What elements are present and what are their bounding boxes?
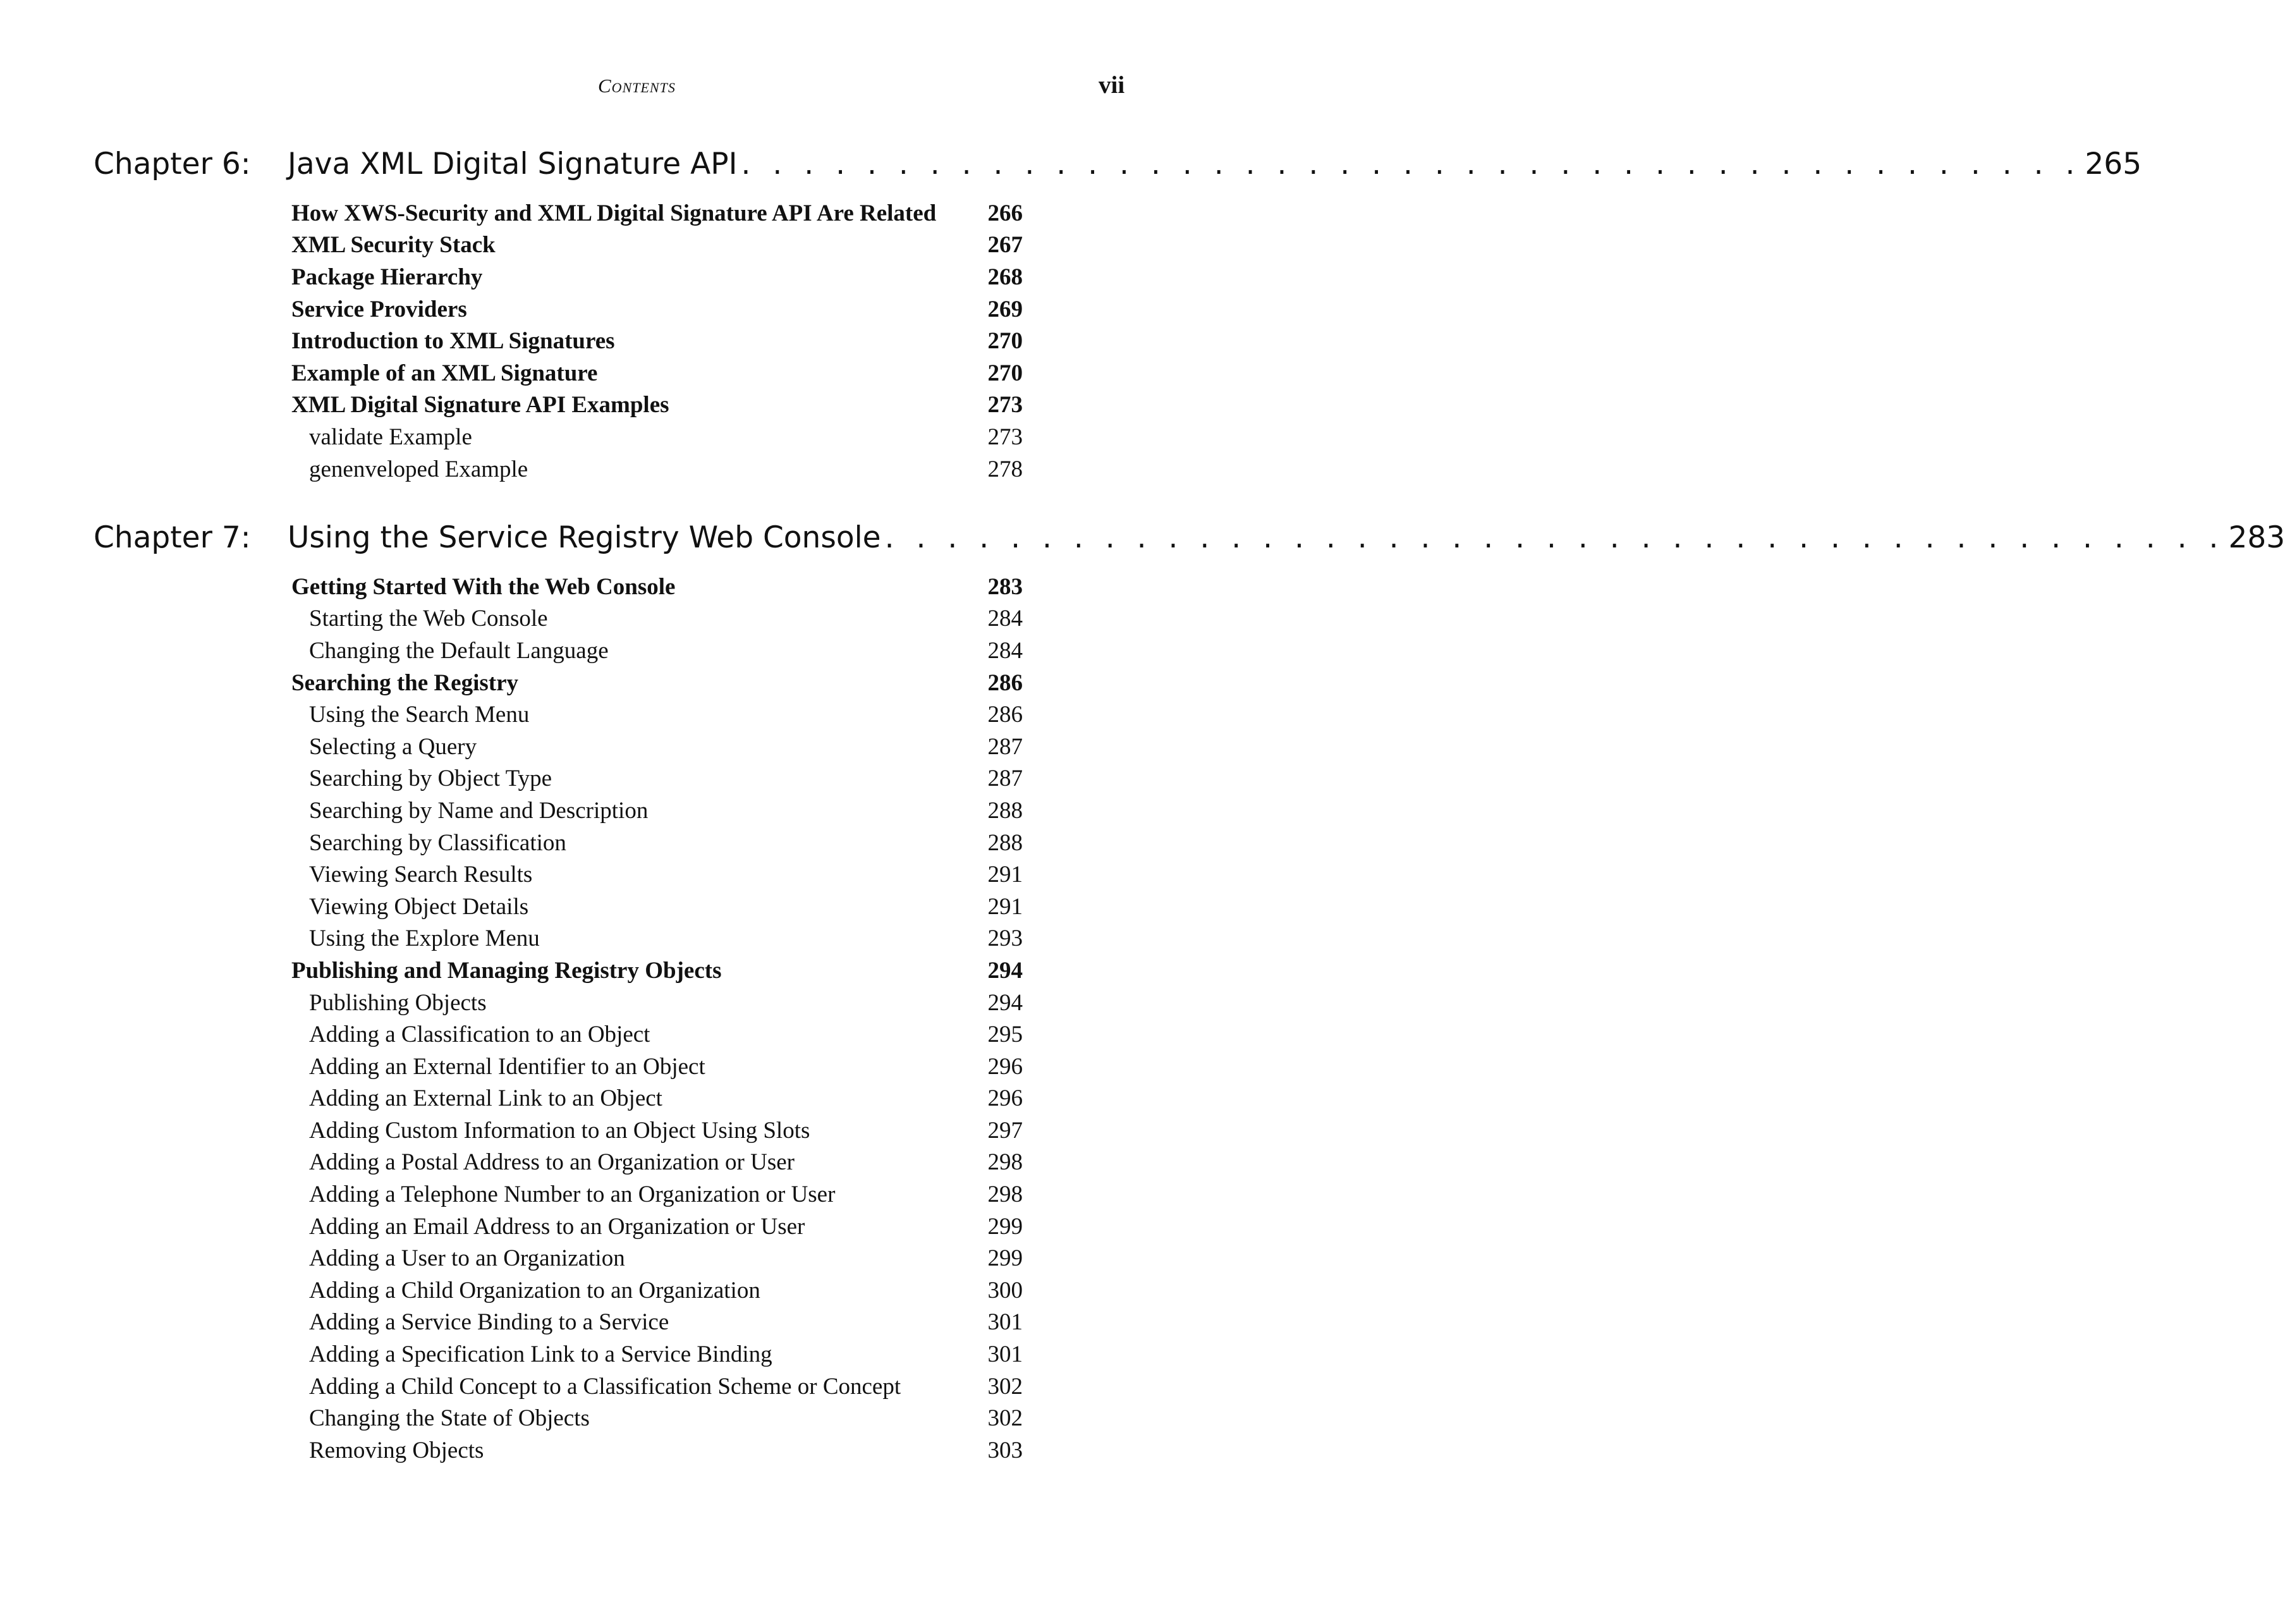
entry-page-number: 293	[987, 925, 1023, 952]
entry-page-number: 268	[987, 264, 1023, 290]
toc-subsection-entry[interactable]	[291, 1242, 1023, 1274]
toc-section-entry[interactable]	[291, 261, 1023, 293]
entry-page-number: 287	[987, 766, 1023, 792]
toc-subsection-entry[interactable]	[291, 795, 1023, 827]
entry-page-number: 294	[987, 989, 1023, 1016]
entry-page-number: 288	[987, 829, 1023, 856]
entry-title: How XWS-Security and XML Digital Signature API Are Related	[291, 200, 937, 226]
entry-title: Publishing Objects	[309, 989, 487, 1016]
entry-title: Adding a Specification Link to a Service Binding	[309, 1341, 772, 1368]
entry-title: Searching by Classification	[309, 829, 566, 856]
entry-page-number: 296	[987, 1053, 1023, 1080]
toc-subsection-entry[interactable]	[291, 1018, 1023, 1051]
entry-page-number: 284	[987, 606, 1023, 632]
entry-title: Starting the Web Console	[309, 606, 548, 632]
entry-page-number: 286	[987, 669, 1023, 696]
chapter-6	[94, 147, 2142, 485]
toc-subsection-entry[interactable]	[291, 1402, 1023, 1434]
toc-subsection-entry[interactable]	[291, 891, 1023, 923]
entry-title: Searching by Name and Description	[309, 797, 649, 824]
entry-title: genenveloped Example	[309, 456, 528, 482]
entry-page-number: 278	[987, 456, 1023, 482]
chapter-title-line[interactable]	[288, 147, 2142, 181]
entry-page-number: 269	[987, 296, 1023, 322]
entry-title: Adding an Email Address to an Organization or User	[309, 1213, 805, 1240]
toc-section-entry[interactable]	[291, 667, 1023, 699]
toc-subsection-entry[interactable]	[291, 858, 1023, 891]
toc-subsection-entry[interactable]	[291, 1051, 1023, 1083]
entry-title: Viewing Search Results	[309, 862, 533, 888]
dot-leader: . . . . . . . . . . . . . . . . . . . . . . . . . . . . . . . . . . . . . . . . . . .	[741, 147, 2081, 181]
entry-page-number: 300	[987, 1277, 1023, 1303]
entry-page-number: 287	[987, 733, 1023, 760]
chapter-title: Java XML Digital Signature API	[288, 147, 738, 181]
toc-section-entry[interactable]	[291, 389, 1023, 422]
toc-subsection-entry[interactable]	[291, 1434, 1023, 1467]
toc-subsection-entry[interactable]	[291, 731, 1023, 763]
entry-page-number: 296	[987, 1085, 1023, 1112]
entry-page-number: 267	[987, 232, 1023, 259]
entry-page-number: 286	[987, 702, 1023, 728]
toc-subsection-entry[interactable]	[291, 1371, 1023, 1403]
entry-title: Publishing and Managing Registry Objects	[291, 957, 722, 984]
toc-subsection-entry[interactable]	[291, 827, 1023, 859]
entry-page-number: 295	[987, 1022, 1023, 1048]
toc-subsection-entry[interactable]	[291, 923, 1023, 955]
entry-title: Adding an External Link to an Object	[309, 1085, 662, 1112]
chapter-7	[94, 520, 2285, 1467]
entry-title: Adding a Child Concept to a Classification Scheme or Concept	[309, 1373, 901, 1400]
chapter-heading	[94, 147, 2142, 197]
entry-title: Adding a Child Organization to an Organization	[309, 1277, 760, 1303]
chapter-title-line[interactable]	[288, 520, 2285, 555]
entry-page-number: 294	[987, 957, 1023, 984]
toc-subsection-entry[interactable]	[291, 1274, 1023, 1307]
entry-title: Adding a Postal Address to an Organization or User	[309, 1149, 795, 1176]
toc-subsection-entry[interactable]	[291, 1114, 1023, 1147]
entry-page-number: 302	[987, 1405, 1023, 1432]
toc-section-entry[interactable]	[291, 229, 1023, 262]
toc-subsection-entry[interactable]	[291, 1147, 1023, 1179]
entry-title: Searching by Object Type	[309, 766, 552, 792]
toc-section-entry[interactable]	[291, 293, 1023, 326]
entry-title: Using the Search Menu	[309, 702, 530, 728]
toc-section-entry[interactable]	[291, 571, 1023, 603]
chapter-title: Using the Service Registry Web Console	[288, 520, 881, 555]
entry-page-number: 291	[987, 862, 1023, 888]
entry-title: Introduction to XML Signatures	[291, 328, 615, 355]
toc-entries	[291, 571, 1023, 1467]
entry-page-number: 288	[987, 797, 1023, 824]
toc-subsection-entry[interactable]	[291, 635, 1023, 667]
entry-title: validate Example	[309, 424, 472, 450]
dot-leader: . . . . . . . . . . . . . . . . . . . . . . . . . . . . . . . . . . . . . . . . . . .	[884, 520, 2225, 555]
entry-title: Example of an XML Signature	[291, 360, 598, 386]
entry-title: Selecting a Query	[309, 733, 477, 760]
toc-entries	[291, 197, 1023, 485]
entry-page-number: 299	[987, 1213, 1023, 1240]
toc-subsection-entry[interactable]	[291, 1211, 1023, 1243]
entry-title: Adding a Classification to an Object	[309, 1022, 650, 1048]
entry-page-number: 303	[987, 1437, 1023, 1463]
chapter-label: Chapter 7:	[94, 520, 251, 555]
toc-section-entry[interactable]	[291, 197, 1023, 229]
entry-page-number: 270	[987, 360, 1023, 386]
toc-section-entry[interactable]	[291, 357, 1023, 389]
entry-page-number: 302	[987, 1373, 1023, 1400]
toc-section-entry[interactable]	[291, 955, 1023, 987]
entry-title: Searching the Registry	[291, 669, 518, 696]
entry-page-number: 266	[987, 200, 1023, 226]
toc-subsection-entry[interactable]	[291, 603, 1023, 635]
entry-title: Using the Explore Menu	[309, 925, 540, 952]
chapter-page-number: 283	[2228, 520, 2285, 555]
toc-subsection-entry[interactable]	[291, 1338, 1023, 1371]
entry-page-number: 298	[987, 1149, 1023, 1176]
toc-subsection-entry[interactable]	[291, 699, 1023, 731]
entry-title: Adding Custom Information to an Object Using Slots	[309, 1117, 810, 1144]
running-head: Contents	[598, 75, 676, 97]
toc-subsection-entry[interactable]	[291, 763, 1023, 795]
entry-page-number: 298	[987, 1181, 1023, 1208]
entry-title: Viewing Object Details	[309, 893, 529, 920]
entry-page-number: 301	[987, 1309, 1023, 1336]
entry-page-number: 297	[987, 1117, 1023, 1144]
toc-subsection-entry[interactable]	[291, 1083, 1023, 1115]
entry-title: XML Digital Signature API Examples	[291, 392, 669, 418]
entry-title: Adding a User to an Organization	[309, 1245, 625, 1272]
toc-subsection-entry[interactable]	[291, 1307, 1023, 1339]
toc-subsection-entry[interactable]	[291, 453, 1023, 485]
chapter-label: Chapter 6:	[94, 147, 251, 181]
entry-title: Adding a Service Binding to a Service	[309, 1309, 669, 1336]
entry-title: Changing the State of Objects	[309, 1405, 590, 1432]
entry-page-number: 273	[987, 392, 1023, 418]
entry-page-number: 270	[987, 328, 1023, 355]
entry-title: Removing Objects	[309, 1437, 484, 1463]
entry-page-number: 273	[987, 424, 1023, 450]
entry-page-number: 299	[987, 1245, 1023, 1272]
entry-title: Package Hierarchy	[291, 264, 483, 290]
entry-title: Adding an External Identifier to an Object	[309, 1053, 705, 1080]
toc-subsection-entry[interactable]	[291, 987, 1023, 1019]
toc-subsection-entry[interactable]	[291, 1178, 1023, 1211]
entry-page-number: 284	[987, 637, 1023, 664]
chapter-heading	[94, 520, 2285, 571]
entry-title: Adding a Telephone Number to an Organization or User	[309, 1181, 836, 1208]
entry-page-number: 291	[987, 893, 1023, 920]
page-number: vii	[1099, 71, 1125, 99]
chapter-page-number: 265	[2085, 147, 2142, 181]
toc-subsection-entry[interactable]	[291, 421, 1023, 453]
entry-title: Service Providers	[291, 296, 467, 322]
entry-title: Getting Started With the Web Console	[291, 573, 676, 600]
entry-page-number: 301	[987, 1341, 1023, 1368]
entry-title: XML Security Stack	[291, 232, 496, 259]
entry-title: Changing the Default Language	[309, 637, 609, 664]
entry-page-number: 283	[987, 573, 1023, 600]
toc-section-entry[interactable]	[291, 325, 1023, 357]
